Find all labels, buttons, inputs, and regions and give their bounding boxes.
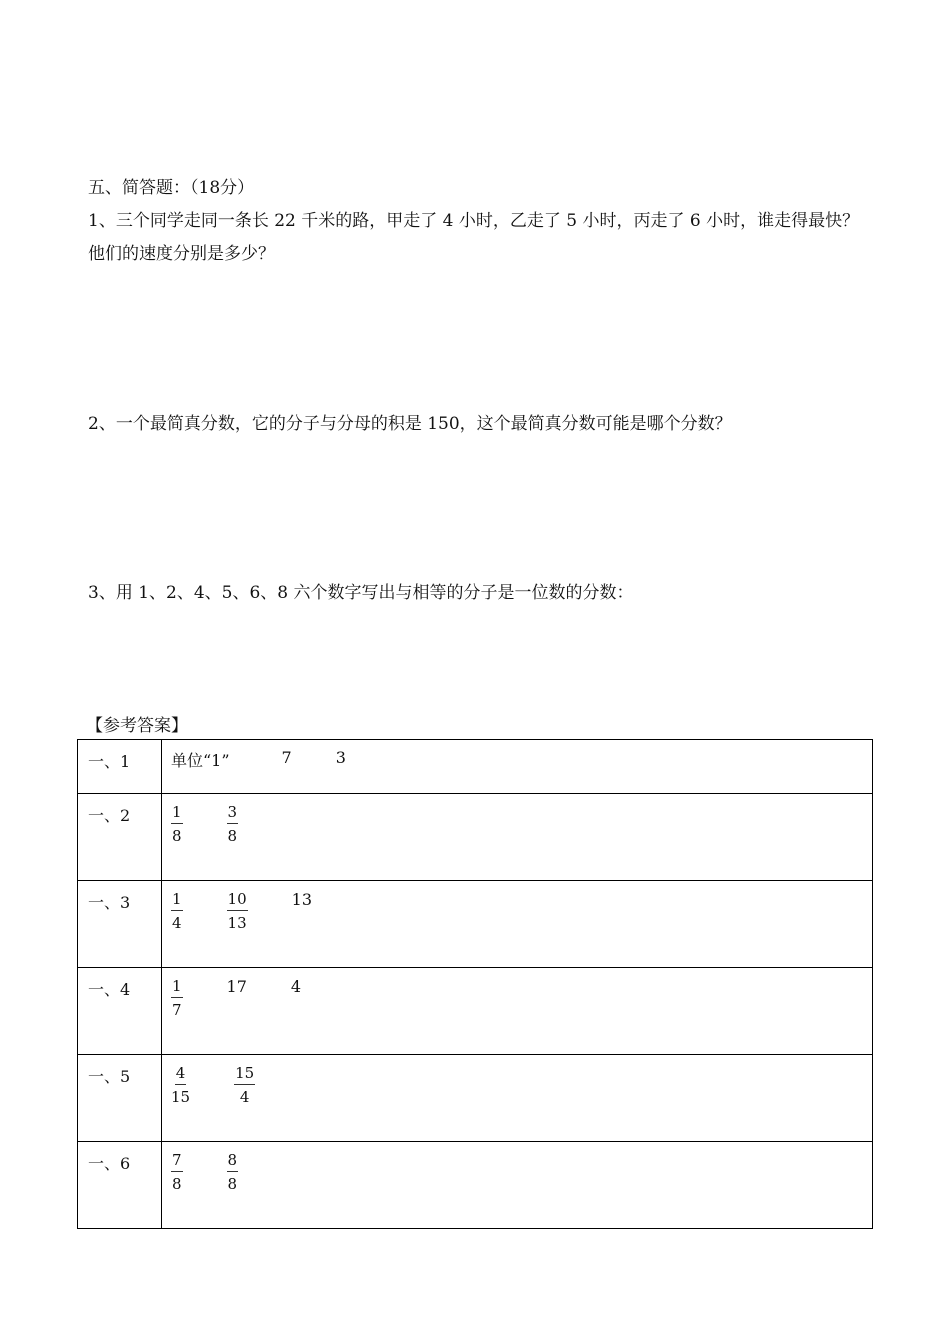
answers-title: 【参考答案】 (86, 716, 188, 736)
question-1-line-1: 1、三个同学走同一条长 22 千米的路，甲走了 4 小时，乙走了 5 小时，丙走了 6 小时，谁走得最快？ (88, 211, 860, 231)
table-row (78, 794, 873, 881)
answer-word: 单位“1” (171, 751, 230, 770)
answer-label: 一、3 (78, 881, 162, 968)
fraction (234, 1063, 255, 1107)
answer-number: 3 (335, 748, 346, 767)
answer-number: 17 (226, 977, 247, 996)
table-row (78, 1055, 873, 1142)
numerator: 1 (171, 889, 183, 911)
answer-value (162, 740, 873, 794)
numerator: 1 (171, 802, 183, 824)
numerator: 15 (234, 1063, 255, 1085)
denominator: 8 (172, 827, 182, 845)
question-3: 3、用 1、2、4、5、6、8 六个数字写出与相等的分子是一位数的分数： (88, 583, 634, 603)
table-row (78, 1142, 873, 1229)
answer-label: 一、5 (78, 1055, 162, 1142)
answer-value (162, 968, 873, 1055)
section-title: 五、简答题：（18分） (88, 178, 255, 198)
fraction (171, 802, 183, 846)
numerator: 4 (175, 1063, 187, 1085)
question-2: 2、一个最简真分数，它的分子与分母的积是 150，这个最简真分数可能是哪个分数？ (88, 414, 732, 434)
answer-label: 一、2 (78, 794, 162, 881)
fraction (227, 889, 248, 933)
answer-label: 一、4 (78, 968, 162, 1055)
denominator: 4 (239, 1088, 250, 1106)
numerator: 3 (227, 802, 239, 824)
answer-label: 一、6 (78, 1142, 162, 1229)
answer-value (162, 1142, 873, 1229)
answer-label: 一、1 (78, 740, 162, 794)
fraction (171, 1150, 183, 1194)
fraction (171, 889, 183, 933)
denominator: 13 (227, 914, 247, 932)
answer-number: 4 (290, 977, 302, 996)
denominator: 8 (227, 1175, 238, 1193)
answer-number: 13 (291, 890, 312, 909)
numerator: 10 (227, 889, 248, 911)
fraction (171, 1063, 190, 1107)
answer-value (162, 794, 873, 881)
table-row (78, 968, 873, 1055)
question-1-line-2: 他们的速度分别是多少？ (88, 244, 275, 264)
denominator: 8 (172, 1175, 182, 1193)
denominator: 15 (171, 1088, 191, 1106)
answer-value (162, 881, 873, 968)
table-row (78, 881, 873, 968)
numerator: 1 (171, 976, 183, 998)
answer-number: 7 (281, 748, 292, 767)
fraction (227, 1150, 239, 1194)
numerator: 8 (227, 1150, 239, 1172)
table-row (78, 740, 873, 794)
answer-value (162, 1055, 873, 1142)
answer-table (77, 739, 873, 1229)
denominator: 8 (227, 827, 238, 845)
numerator: 7 (171, 1150, 183, 1172)
denominator: 7 (172, 1001, 182, 1019)
fraction (171, 976, 183, 1020)
denominator: 4 (172, 914, 182, 932)
fraction (227, 802, 239, 846)
